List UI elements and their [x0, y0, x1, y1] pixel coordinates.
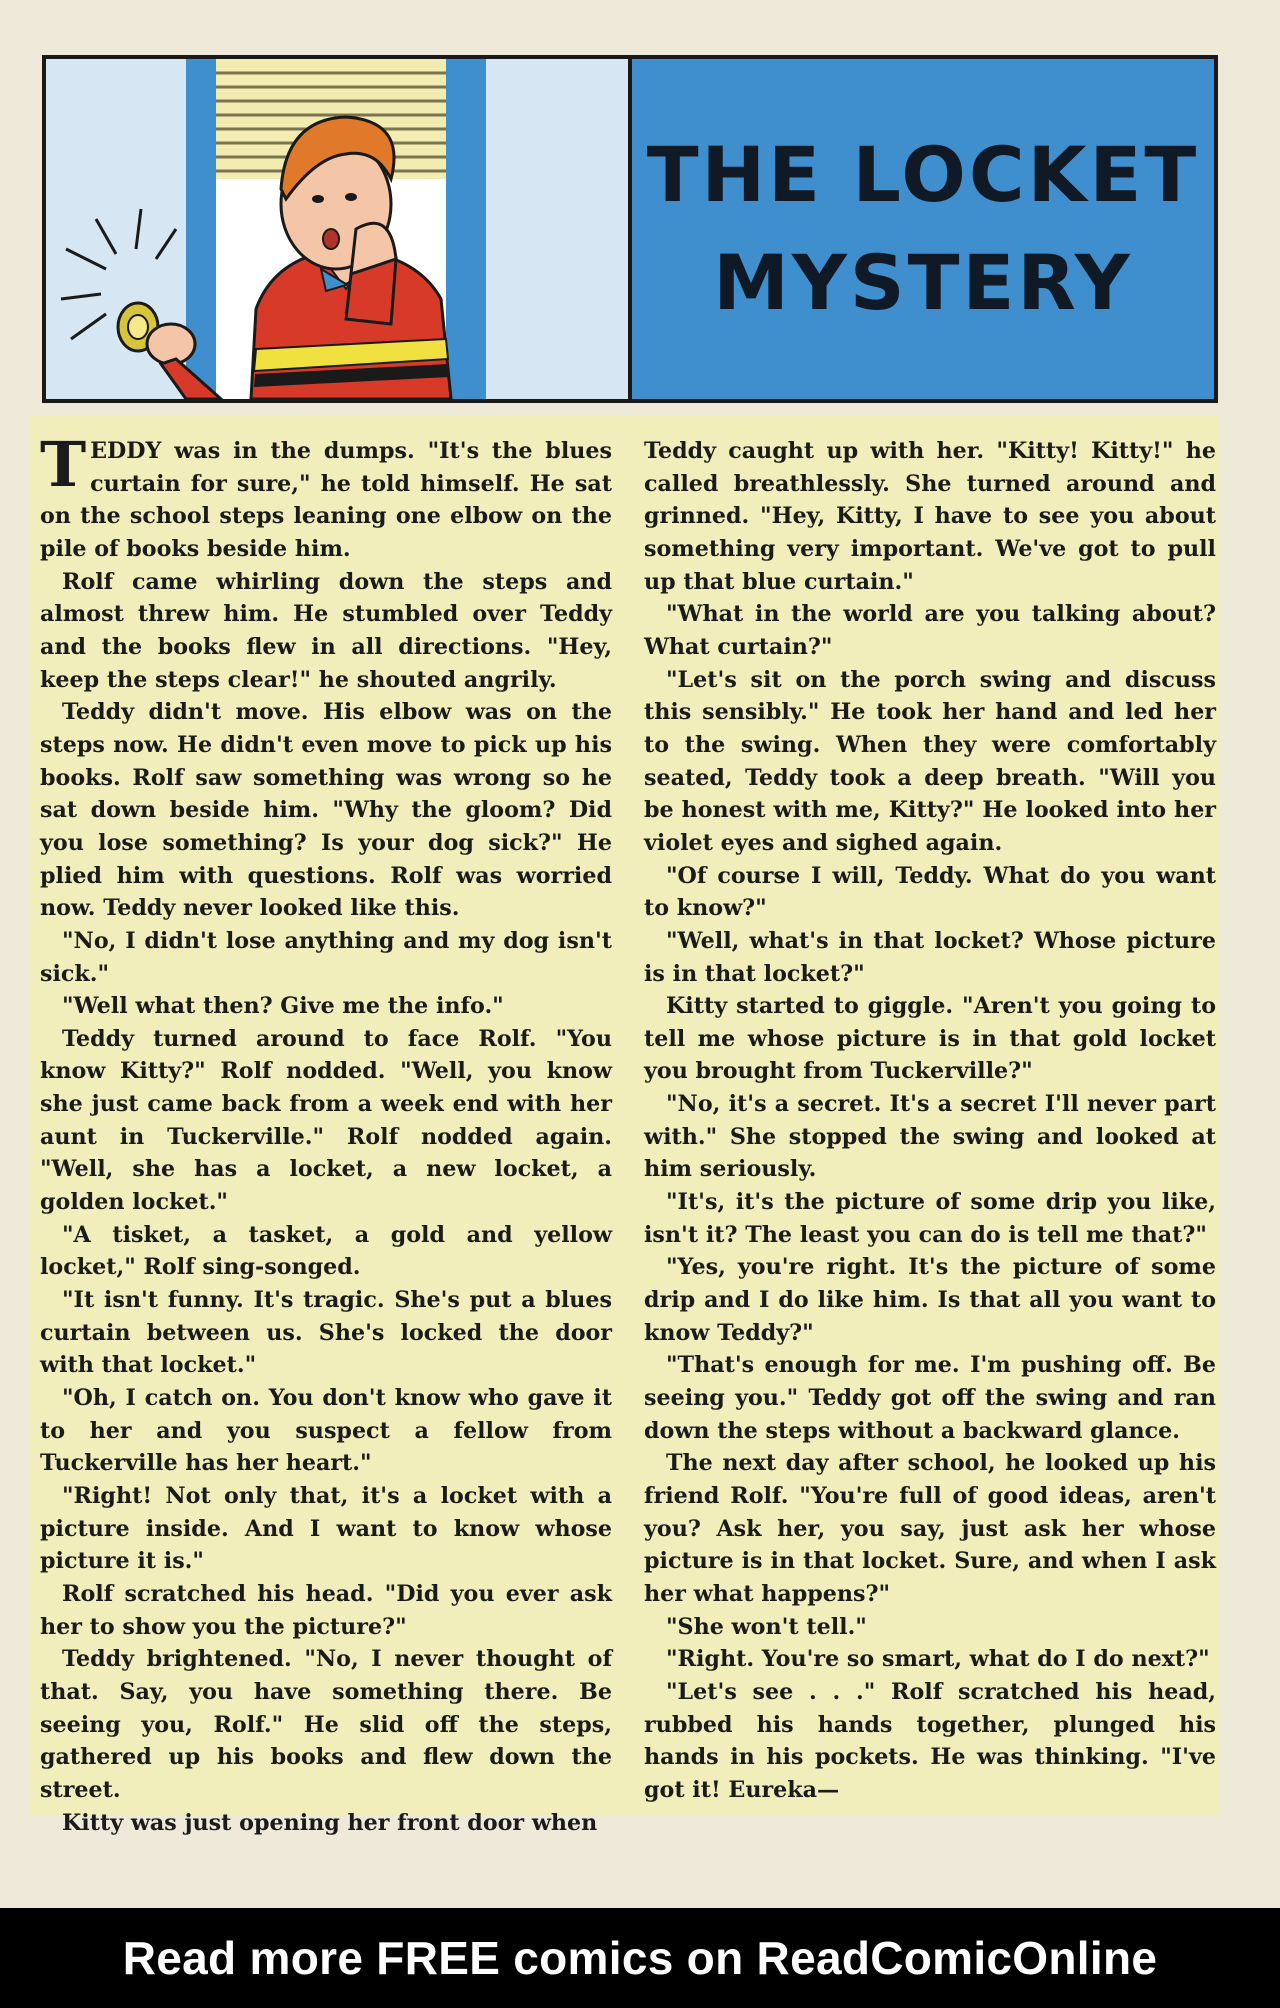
story-paragraph: "Let's sit on the porch swing and discuss this sensibly." He took her hand and led her to the swing. When they were comfortably seated, Teddy took a deep breath. "Will you be honest with me, Kitty?" He looked into her violet eyes and sighed again.: [644, 666, 1216, 856]
story-paragraph: Teddy didn't move. His elbow was on the steps now. He didn't even move to pick up his books. Rolf saw something was wrong so he sat down beside him. "Why the gloom? Did you lose something? Is your dog sick?" He plied him with questions. Rolf was worried now. Teddy never looked like this.: [40, 699, 612, 922]
promo-banner[interactable]: [0, 1908, 1280, 2008]
story-paragraph: "That's enough for me. I'm pushing off. Be seeing you." Teddy got off the swing and ran down the steps without a backward glance.: [644, 1352, 1216, 1444]
story-paragraph: Rolf came whirling down the steps and almost threw him. He stumbled over Teddy and the books flew in all directions. "Hey, keep the steps clear!" he shouted angrily.: [40, 568, 612, 693]
story-paragraph: "Right. You're so smart, what do I do next?": [666, 1646, 1210, 1673]
story-paragraph: "No, I didn't lose anything and my dog isn't sick.": [40, 927, 612, 987]
title-panel: [632, 59, 1214, 399]
story-paragraph: Rolf scratched his head. "Did you ever ask her to show you the picture?": [40, 1580, 612, 1640]
story-paragraph: "A tisket, a tasket, a gold and yellow locket," Rolf sing-songed.: [40, 1221, 612, 1281]
story-paragraph: Kitty was just opening her front door when: [62, 1809, 598, 1836]
story-title-line-1: THE LOCKET: [646, 130, 1200, 219]
teddy-illustration: [46, 59, 628, 399]
story-paragraph: "Let's see . . ." Rolf scratched his head, rubbed his hands together, plunged his hands in his pockets. He was thinking. "I've got it! Eureka—: [644, 1678, 1216, 1803]
story-paragraph: "Well what then? Give me the info.": [62, 993, 504, 1020]
story-paragraph: Kitty started to giggle. "Aren't you going to tell me whose picture is in that gold locket you brought from Tuckerville?": [644, 993, 1216, 1085]
story-paragraph: "Right! Not only that, it's a locket with a picture inside. And I want to know whose picture it is.": [40, 1483, 612, 1575]
story-paragraph: "No, it's a secret. It's a secret I'll never part with." She stopped the swing and looked at him seriously.: [644, 1091, 1216, 1183]
story-column-right: [644, 435, 1216, 1807]
story-paragraph: "What in the world are you talking about? What curtain?": [644, 601, 1216, 660]
story-paragraph: TEDDY was in the dumps. "It's the blues curtain for sure," he told himself. He sat on the school steps leaning one elbow on the pile of books beside him.: [40, 428, 612, 562]
drop-cap: T: [40, 428, 87, 501]
story-paragraph: "Well, what's in that locket? Whose picture is in that locket?": [644, 927, 1216, 987]
story-paragraph: "It isn't funny. It's tragic. She's put a blues curtain between us. She's locked the door with that locket.": [40, 1287, 612, 1379]
story-text-area: [30, 415, 1220, 1836]
story-paragraph: "Of course I will, Teddy. What do you want to know?": [644, 862, 1216, 922]
story-paragraph: "Yes, you're right. It's the picture of some drip and I do like him. Is that all you want to know Teddy?": [644, 1254, 1216, 1346]
story-paragraph: Teddy turned around to face Rolf. "You know Kitty?" Rolf nodded. "Well, you know she just came back from a week end with her aunt in Tuckerville." Rolf nodded again. "Well, she has a locket, a new locket, a golden locket.": [40, 1025, 612, 1216]
title-banner: [42, 55, 1218, 403]
story-paragraph: Teddy caught up with her. "Kitty! Kitty!" he called breathlessly. She turned around and grinned. "Hey, Kitty, I have to see you about something very important. We've got to pull up that blue curtain.": [644, 438, 1216, 595]
story-paragraph: "She won't tell.": [666, 1613, 867, 1640]
story-column-left: [40, 428, 612, 1839]
story-paragraph: Teddy brightened. "No, I never thought of that. Say, you have something there. Be seeing you, Rolf." He slid off the steps, gathered up his books and flew down the street.: [40, 1646, 612, 1803]
promo-link-text[interactable]: Read more FREE comics on ReadComicOnline: [122, 1932, 1158, 1984]
story-paragraph: "Oh, I catch on. You don't know who gave it to her and you suspect a fellow from Tuckerville has her heart.": [40, 1385, 612, 1477]
story-title-line-2: MYSTERY: [713, 238, 1133, 327]
story-paragraph: "It's, it's the picture of some drip you like, isn't it? The least you can do is tell me that?": [644, 1189, 1216, 1248]
story-paragraph: The next day after school, he looked up his friend Rolf. "You're full of good ideas, aren't you? Ask her, you say, just ask her whose picture is in that locket. Sure, and when I ask her what happens?": [644, 1450, 1216, 1607]
illustration-teddy-window: [46, 59, 628, 399]
